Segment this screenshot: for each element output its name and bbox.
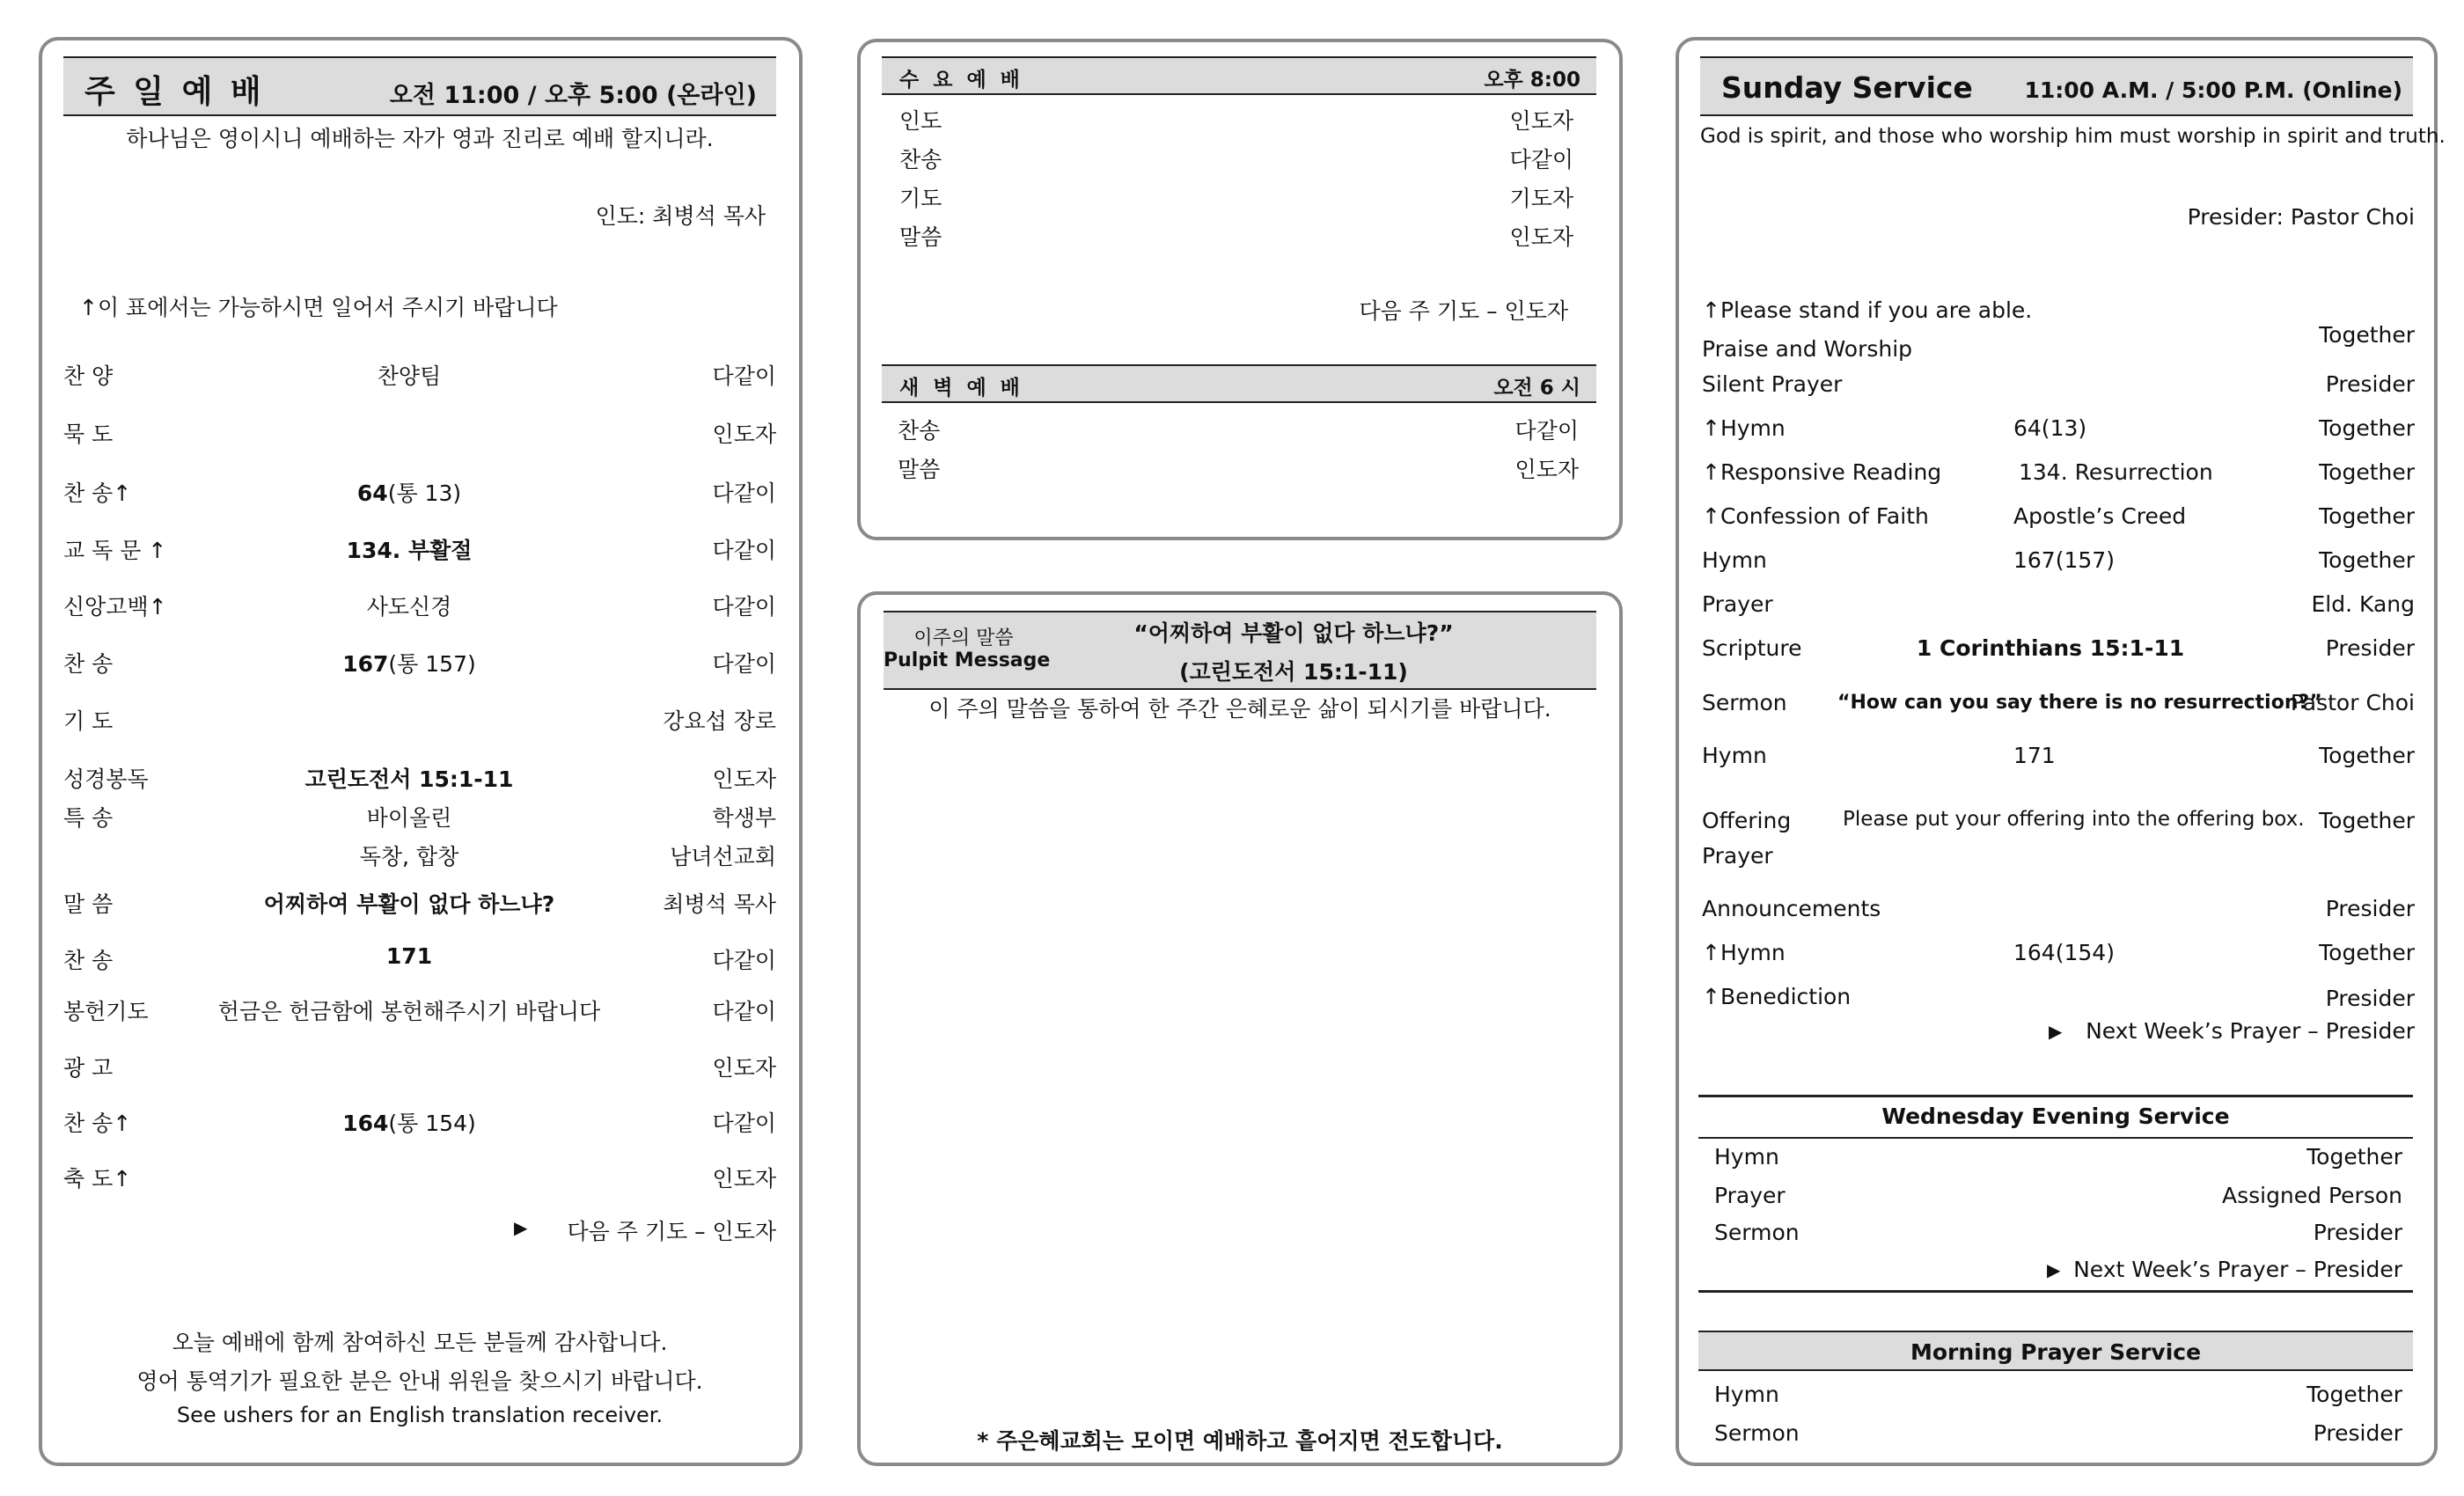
english-translation-note: See ushers for an English translation receiver. (176, 1403, 664, 1427)
english-order-item-leader: Presider (2325, 896, 2415, 921)
wednesday-en-item-leader: Presider (2313, 1220, 2402, 1245)
order-item-name: 성경봉독 (63, 766, 149, 792)
order-item-detail (176, 887, 642, 919)
order-item-name: 기 도 (63, 708, 114, 734)
order-item-leader: 남녀선교회 (670, 844, 776, 869)
english-order-item-leader: Pastor Choi (2290, 690, 2415, 715)
wednesday-en-next-week: Next Week’s Prayer – Presider (2073, 1257, 2402, 1282)
english-order-item-detail: 134. Resurrection (2019, 459, 2213, 485)
order-item-detail (176, 647, 642, 678)
wednesday-kr-item-leader: 인도자 (1509, 108, 1573, 134)
order-item-leader: 다같이 (712, 1111, 776, 1136)
order-item-leader: 다같이 (712, 363, 776, 389)
wednesday-kr-item-name: 말씀 (899, 224, 942, 250)
english-sunday-verse: God is spirit, and those who worship him must worship in spirit and truth. (1700, 125, 2446, 148)
english-order-item-name: Silent Prayer (1702, 371, 1843, 397)
interpreter-note: 영어 통역기가 필요한 분은 안내 위원을 찾으시기 바랍니다. (136, 1368, 703, 1394)
order-item-name: 교 독 문 ↑ (63, 538, 167, 563)
wednesday-en-item-name: Prayer (1714, 1183, 1786, 1208)
order-item-leader: 인도자 (712, 422, 776, 447)
english-order-item-leader: Together (2319, 547, 2415, 573)
order-item-detail-bold: 171 (385, 943, 433, 969)
order-item-detail-text: 헌금은 헌금함에 봉헌해주시기 바랍니다 (217, 999, 601, 1024)
dawn-kr-item-leader: 다같이 (1514, 418, 1579, 444)
order-item-leader: 다같이 (712, 948, 776, 973)
order-item-detail (176, 994, 642, 1026)
order-item-detail (176, 590, 642, 621)
order-item-detail (176, 359, 642, 391)
morning-en-item-leader: Presider (2313, 1420, 2402, 1446)
order-item-leader: 다같이 (712, 651, 776, 677)
order-item-detail-bold: 어찌하여 부활이 없다 하느냐? (263, 891, 555, 917)
korean-sunday-stand-note: ↑이 표에서는 가능하시면 일어서 주시기 바랍니다 (79, 295, 558, 320)
morning-en-item-name: Hymn (1714, 1382, 1779, 1407)
wednesday-en-item-name: Hymn (1714, 1144, 1779, 1170)
morning-en-item-leader: Together (2306, 1382, 2402, 1407)
wednesday-kr-item-name: 찬송 (899, 147, 942, 172)
english-order-item-detail: 164(154) (2013, 940, 2115, 965)
order-item-leader: 인도자 (712, 766, 776, 792)
wednesday-kr-next-week: 다음 주 기도 – 인도자 (1359, 298, 1568, 324)
english-order-item-leader: Presider (2325, 371, 2415, 397)
order-item-detail (176, 476, 642, 508)
english-order-item-name: ↑Confession of Faith (1702, 503, 1929, 529)
order-item-detail (176, 801, 642, 832)
pulpit-blessing: 이 주의 말씀을 통하여 한 주간 은혜로운 삶이 되시기를 바랍니다. (928, 696, 1551, 722)
english-order-item-name: Offering (1702, 808, 1792, 833)
english-order-item-leader: Together (2319, 743, 2415, 768)
order-item-leader: 다같이 (712, 594, 776, 620)
english-sunday-presider: Presider: Pastor Choi (2187, 204, 2415, 230)
order-item-leader: 학생부 (712, 805, 776, 831)
order-item-leader: 다같이 (712, 480, 776, 506)
order-item-leader: 최병석 목사 (663, 891, 776, 917)
order-item-name: 찬 송 (63, 948, 114, 973)
order-item-detail (176, 762, 642, 794)
pulpit-reference: (고린도전서 15:1-11) (1179, 659, 1408, 685)
english-order-item-leader: Presider (2325, 986, 2415, 1011)
english-order-item-detail: “How can you say there is no resurrection?” (1837, 692, 2322, 714)
thanks-note: 오늘 예배에 함께 참여하신 모든 분들께 감사합니다. (172, 1330, 668, 1355)
order-item-detail-bold: 64 (356, 480, 388, 506)
order-item-name: 찬 송↑ (63, 1111, 132, 1136)
order-item-detail-bold: 134. 부활절 (346, 538, 473, 563)
english-order-item-name: ↑Responsive Reading (1702, 459, 1942, 485)
english-order-item-leader: Together (2319, 415, 2415, 441)
morning-en-title: Morning Prayer Service (1910, 1339, 2202, 1365)
english-sunday-time: 11:00 A.M. / 5:00 P.M. (Online) (2024, 77, 2402, 103)
korean-sunday-time: 오전 11:00 / 오후 5:00 (온라인) (389, 82, 757, 109)
order-item-detail (176, 943, 642, 969)
weekday-services-panel (857, 39, 1623, 540)
pulpit-label-kr: 이주의 말씀 (913, 627, 1014, 649)
english-sunday-stand-note: ↑Please stand if you are able. (1702, 297, 2033, 323)
english-order-item-name: Prayer (1702, 591, 1773, 617)
next-week-arrow-icon: ▶ (514, 1217, 528, 1238)
order-item-name: 봉헌기도 (63, 999, 149, 1024)
wednesday-en-item-name: Sermon (1714, 1220, 1800, 1245)
order-item-name: 특 송 (63, 805, 114, 831)
order-item-detail-text: (통 154) (388, 1111, 476, 1136)
order-item-leader: 다같이 (712, 538, 776, 563)
english-order-item-leader: Together (2319, 940, 2415, 965)
korean-sunday-presider: 인도: 최병석 목사 (595, 203, 766, 229)
order-item-leader: 다같이 (712, 999, 776, 1024)
order-item-detail (176, 1106, 642, 1138)
wednesday-kr-item-leader: 기도자 (1509, 186, 1573, 211)
order-item-detail-text: 사도신경 (366, 594, 452, 620)
english-order-item-name: Scripture (1702, 635, 1802, 661)
dawn-kr-item-leader: 인도자 (1514, 457, 1579, 482)
wednesday-en-header-rule (1698, 1137, 2413, 1139)
order-item-name: 축 도↑ (63, 1166, 132, 1192)
english-order-item-name: Sermon (1702, 690, 1787, 715)
dawn-kr-item-name: 말씀 (898, 457, 941, 482)
order-item-detail-bold: 167 (342, 651, 389, 677)
korean-sunday-next-week: 다음 주 기도 – 인도자 (567, 1219, 776, 1244)
wednesday-en-next-week-arrow-icon: ▶ (2047, 1259, 2061, 1280)
english-order-item-detail: 64(13) (2013, 415, 2087, 441)
order-item-name: 찬 송 (63, 651, 114, 677)
english-next-week-arrow-icon: ▶ (2049, 1021, 2063, 1042)
morning-en-item-name: Sermon (1714, 1420, 1800, 1446)
wednesday-kr-title: 수 요 예 배 (899, 69, 1023, 92)
order-item-name: 찬 송↑ (63, 480, 132, 506)
wednesday-kr-item-name: 기도 (899, 186, 942, 211)
order-item-detail (176, 840, 642, 871)
english-order-item-name: Hymn (1702, 743, 1767, 768)
english-order-item-detail: Please put your offering into the offering box. (1843, 808, 2305, 831)
english-order-item-name: ↑Hymn (1702, 940, 1786, 965)
korean-sunday-title: 주 일 예 배 (84, 74, 265, 110)
wednesday-en-item-leader: Assigned Person (2221, 1183, 2402, 1208)
english-order-item-name: Prayer (1702, 843, 1773, 869)
wednesday-en-title: Wednesday Evening Service (1881, 1104, 2230, 1129)
church-motto: * 주은혜교회는 모이면 예배하고 흩어지면 전도합니다. (977, 1428, 1503, 1454)
order-item-leader: 인도자 (712, 1166, 776, 1192)
english-order-item-name: ↑Benediction (1702, 984, 1852, 1009)
english-sunday-next-week: Next Week’s Prayer – Presider (2086, 1018, 2415, 1044)
english-order-item-leader: Together (2319, 459, 2415, 485)
english-order-item-leader: Presider (2325, 635, 2415, 661)
order-item-leader: 인도자 (712, 1055, 776, 1081)
wednesday-en-bottom-rule (1698, 1290, 2413, 1293)
dawn-kr-title: 새 벽 예 배 (899, 377, 1023, 400)
order-item-leader: 강요섭 장로 (663, 708, 776, 734)
english-order-item-leader: Together (2319, 808, 2415, 833)
pulpit-title: “어찌하여 부활이 없다 하느냐?” (1133, 620, 1454, 646)
english-order-item-leader: Together (2319, 503, 2415, 529)
english-order-item-name: Praise and Worship (1702, 336, 1913, 362)
order-item-detail-text: 독창, 합창 (359, 844, 459, 869)
order-item-name: 광 고 (63, 1055, 114, 1081)
english-order-item-name: ↑Hymn (1702, 415, 1786, 441)
english-order-item-leader: Eld. Kang (2311, 591, 2415, 617)
english-order-item-detail: 171 (2013, 743, 2056, 768)
wednesday-kr-time: 오후 8:00 (1484, 69, 1580, 92)
wednesday-kr-item-name: 인도 (899, 108, 942, 134)
order-item-detail-text: 찬양팀 (377, 363, 442, 389)
english-order-item-name: Announcements (1702, 896, 1881, 921)
dawn-kr-item-name: 찬송 (898, 418, 941, 444)
order-item-name: 묵 도 (63, 422, 114, 447)
english-order-item-detail: 1 Corinthians 15:1-11 (1916, 635, 2185, 661)
order-item-detail-text: (통 13) (387, 480, 462, 506)
order-item-name: 말 씀 (63, 891, 114, 917)
english-order-item-detail: Apostle’s Creed (2013, 503, 2187, 529)
korean-sunday-panel (39, 37, 803, 1466)
wednesday-kr-item-leader: 다같이 (1509, 147, 1573, 172)
wednesday-kr-item-leader: 인도자 (1509, 224, 1573, 250)
order-item-detail-text: (통 157) (388, 651, 476, 677)
dawn-kr-time: 오전 6 시 (1493, 377, 1580, 400)
order-item-detail-bold: 164 (342, 1111, 389, 1136)
wednesday-en-top-rule (1698, 1095, 2413, 1097)
order-item-name: 찬 양 (63, 363, 114, 389)
korean-sunday-verse: 하나님은 영이시니 예배하는 자가 영과 진리로 예배 할지니라. (126, 126, 714, 151)
pulpit-label-en: Pulpit Message (884, 649, 1051, 671)
order-item-detail-text: 바이올린 (366, 805, 452, 831)
order-item-detail (176, 533, 642, 565)
english-order-item-leader: Together (2319, 322, 2415, 348)
wednesday-en-item-leader: Together (2306, 1144, 2402, 1170)
order-item-detail-bold: 고린도전서 15:1-11 (304, 766, 514, 792)
english-order-item-name: Hymn (1702, 547, 1767, 573)
order-item-name: 신앙고백↑ (63, 594, 167, 620)
english-sunday-title: Sunday Service (1721, 70, 1973, 105)
english-order-item-detail: 167(157) (2013, 547, 2115, 573)
